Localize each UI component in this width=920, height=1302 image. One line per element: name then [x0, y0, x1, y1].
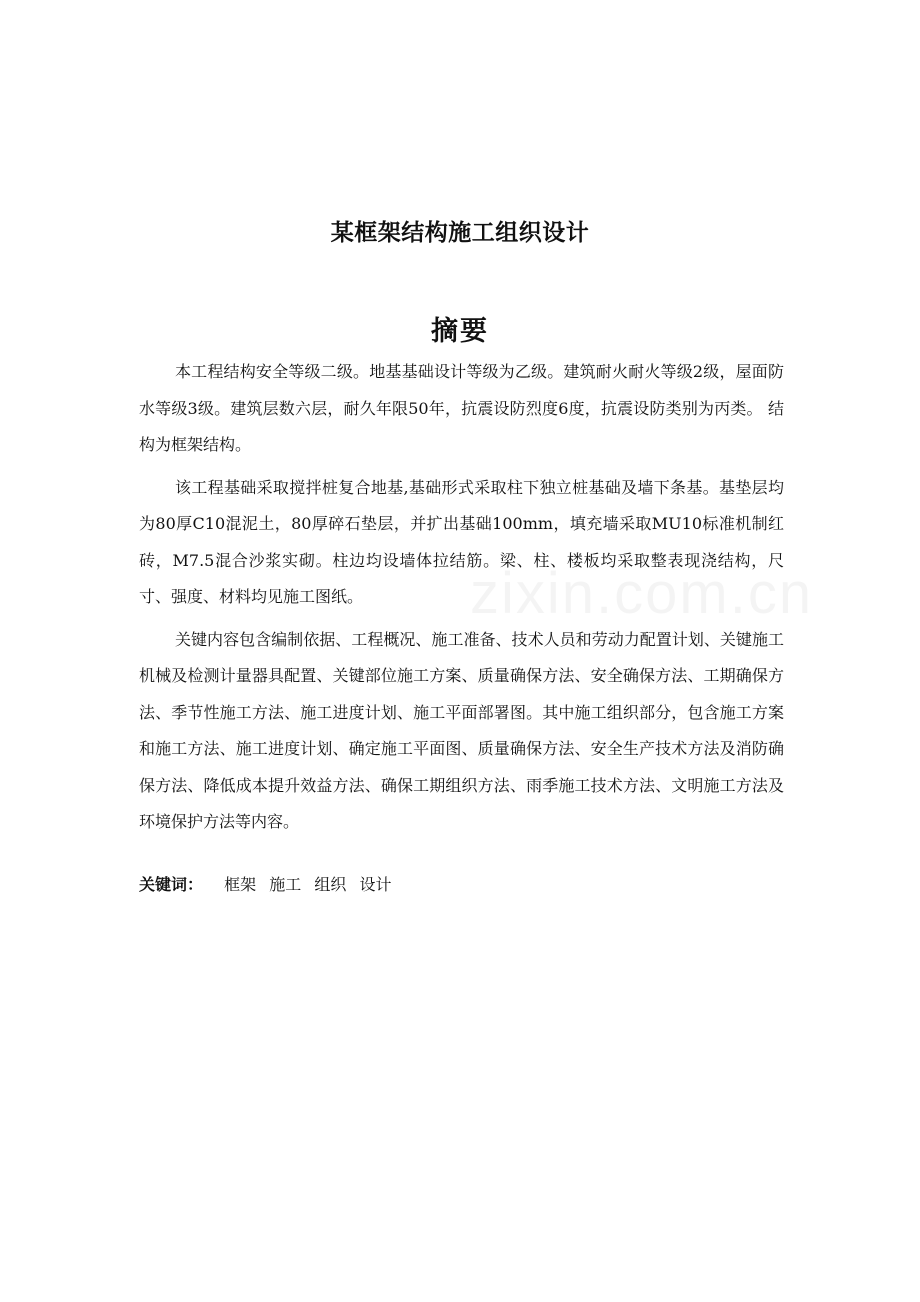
keywords-line	[139, 870, 784, 900]
abstract-paragraph-1: 本工程结构安全等级二级。地基基础设计等级为乙级。建筑耐火耐火等级2级，屋面防水等级3级。建筑层数六层，耐久年限50年，抗震设防烈度6度，抗震设防类别为丙类。 结构为框架结构。	[139, 362, 784, 454]
keyword: 组织	[314, 875, 347, 894]
abstract-paragraph-3: 关键内容包含编制依据、工程概况、施工准备、技术人员和劳动力配置计划、关键施工机械及检测计量器具配置、关键部位施工方案、质量确保方法、安全确保方法、工期确保方法、季节性施工方法、施工进度计划、施工平面部署图。其中施工组织部分，包含施工方案和施工方法、施工进度计划、确定施工平面图、质量确保方法、安全生产技术方法及消防确保方法、降低成本提升效益方法、确保工期组织方法、雨季施工技术方法、文明施工方法及环境保护方法等内容。	[139, 629, 784, 831]
document-title: 某框架结构施工组织设计	[330, 220, 590, 246]
abstract-body	[139, 354, 784, 847]
keywords-label: 关键词：	[139, 875, 204, 894]
abstract-paragraph-2: 该工程基础采取搅拌桩复合地基,基础形式采取柱下独立桩基础及墙下条基。基垫层均为80厚C10混泥土，80厚碎石垫层，并扩出基础100mm，填充墙采取MU10标准机制红砖，M7.5混合沙浆实砌。柱边均设墙体拉结筋。梁、柱、楼板均采取整表现浇结构，尺寸、强度、材料均见施工图纸。	[139, 477, 784, 606]
keyword: 施工	[269, 875, 302, 894]
keyword: 设计	[359, 875, 392, 894]
keyword: 框架	[224, 875, 257, 894]
abstract-heading: 摘要	[431, 316, 489, 347]
